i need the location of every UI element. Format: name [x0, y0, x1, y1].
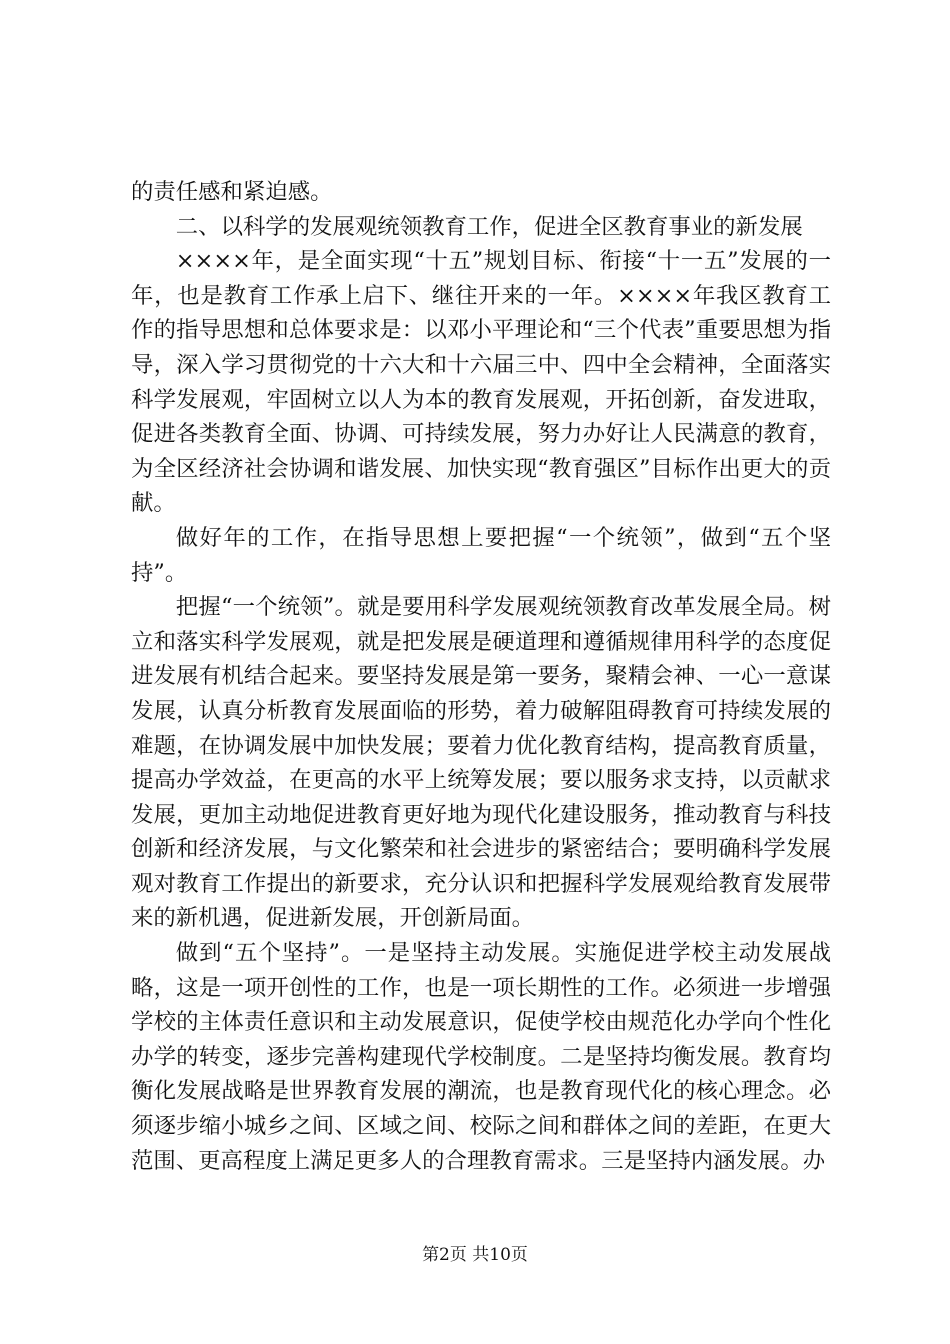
paragraph: ××××年，是全面实现“十五”规划目标、衔接“十一五”发展的一年，也是教育工作承上启下、继往开来的一年。××××年我区教育工作的指导思想和总体要求是：以邓小平理论和“三个代表”重要思想为指导，深入学习贯彻党的十六大和十六届三中、四中全会精神，全面落实科学发展观，牢固树立以人为本的教育发展观，开拓创新，奋发进取，促进各类教育全面、协调、可持续发展，努力办好让人民满意的教育，为全区经济社会协调和谐发展、加快实现“教育强区”目标作出更大的贡献。: [131, 248, 831, 517]
page-footer: 第2页 共10页: [422, 1245, 528, 1265]
paragraph: 做到“五个坚持”。一是坚持主动发展。实施促进学校主动发展战略，这是一项开创性的工作，也是一项长期性的工作。必须进一步增强学校的主体责任意识和主动发展意识，促使学校由规范化办学向个性化办学的转变，逐步完善构建现代学校制度。二是坚持均衡发展。教育均衡化发展战略是世界教育发展的潮流，也是教育现代化的核心理念。必须逐步缩小城乡之间、区域之间、校际之间和群体之间的差距，在更大范围、更高程度上满足更多人的合理教育需求。三是坚持内涵发展。办: [131, 940, 831, 1174]
section-heading: 二、以科学的发展观统领教育工作，促进全区教育事业的新发展: [175, 213, 803, 240]
paragraph-continuation: 的责任感和紧迫感。: [131, 179, 333, 205]
paragraph: 做好年的工作，在指导思想上要把握“一个统领”，做到“五个坚持”。: [131, 524, 831, 586]
document-body: [131, 175, 831, 1178]
paragraph: 把握“一个统领”。就是要用科学发展观统领教育改革发展全局。树立和落实科学发展观，就是把发展是硬道理和遵循规律用科学的态度促进发展有机结合起来。要坚持发展是第一要务，聚精会神、一心一意谋发展，认真分析教育发展面临的形势，着力破解阻碍教育可持续发展的难题，在协调发展中加快发展；要着力优化教育结构，提高教育质量，提高办学效益，在更高的水平上统筹发展；要以服务求支持，以贡献求发展，更加主动地促进教育更好地为现代化建设服务，推动教育与科技创新和经济发展，与文化繁荣和社会进步的紧密结合；要明确科学发展观对教育工作提出的新要求，充分认识和把握科学发展观给教育发展带来的新机遇，促进新发展，开创新局面。: [131, 594, 831, 932]
